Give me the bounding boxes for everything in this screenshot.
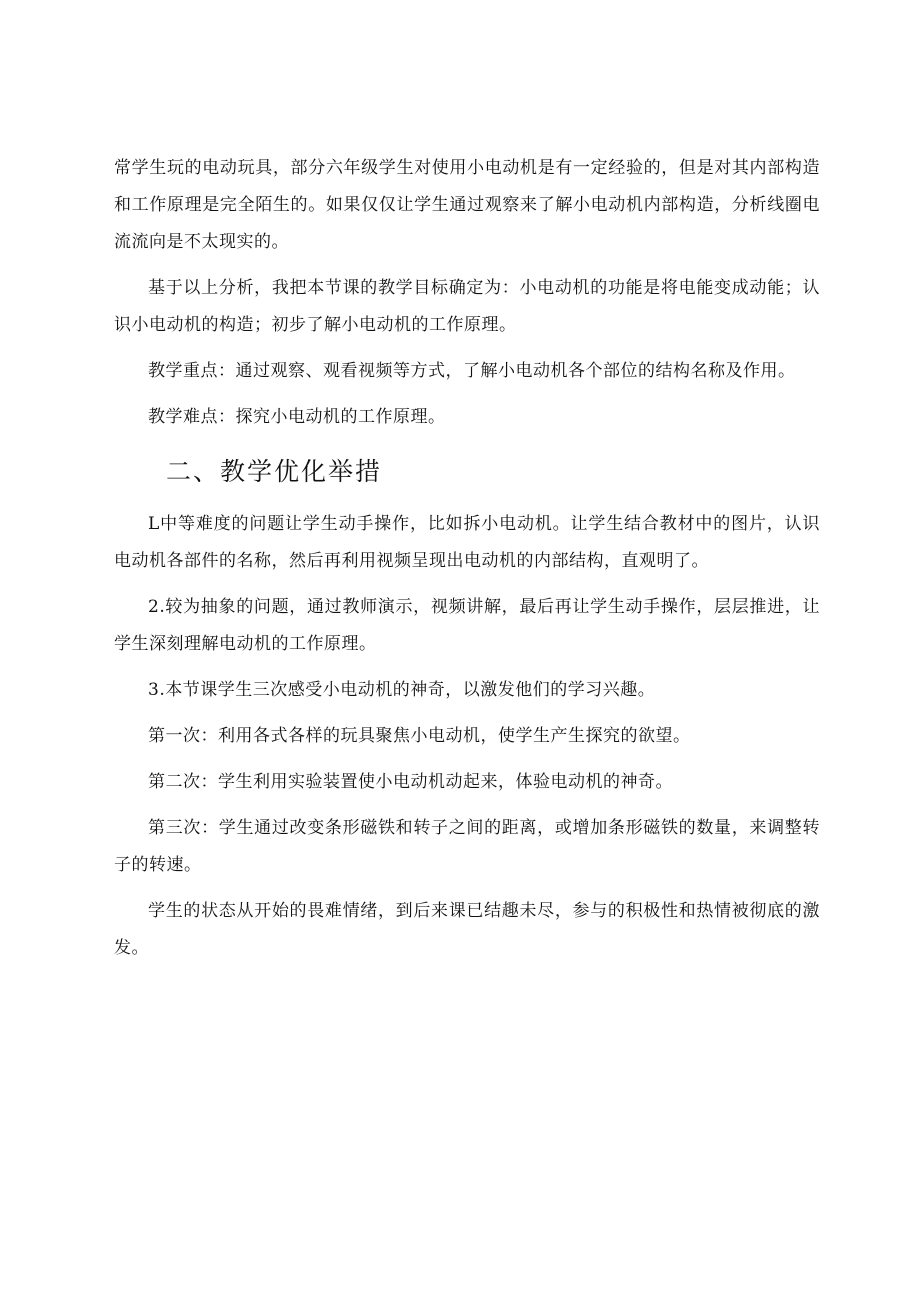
paragraph-continuation: 常学生玩的电动玩具，部分六年级学生对使用小电动机是有一定经验的，但是对其内部构造和工作原理是完全陌生的。如果仅仅让学生通过观察来了解小电动机内部构造，分析线圈电流流向是不太现实的。 <box>114 158 820 252</box>
document-body <box>114 150 820 967</box>
paragraph-measure-3: 3.本节课学生三次感受小电动机的神奇，以激发他们的学习兴趣。 <box>148 680 656 700</box>
paragraph-third-time: 第三次：学生通过改变条形磁铁和转子之间的距离，或增加条形磁铁的数量，来调整转子的转速。 <box>114 818 820 875</box>
paragraph-teaching-goals: 基于以上分析，我把本节课的教学目标确定为：小电动机的功能是将电能变成动能；认识小电动机的构造；初步了解小电动机的工作原理。 <box>114 278 820 335</box>
paragraph-second-time: 第二次：学生利用实验装置使小电动机动起来，体验电动机的神奇。 <box>148 772 673 792</box>
paragraph-key-points: 教学重点：通过观察、观看视频等方式，了解小电动机各个部位的结构名称及作用。 <box>148 361 796 381</box>
section-heading: 二、教学优化举措 <box>166 457 383 486</box>
paragraph-student-state: 学生的状态从开始的畏难情绪，到后来课已结趣未尽，参与的积极性和热情被彻底的激发。 <box>114 901 820 958</box>
paragraph-first-time: 第一次：利用各式各样的玩具聚焦小电动机，使学生产生探究的欲望。 <box>148 726 691 746</box>
paragraph-measure-1: L中等难度的问题让学生动手操作，比如拆小电动机。让学生结合教材中的图片，认识电动机各部件的名称，然后再利用视频呈现出电动机的内部结构，直观明了。 <box>114 514 820 571</box>
paragraph-difficult-points: 教学难点：探究小电动机的工作原理。 <box>148 407 446 427</box>
paragraph-measure-2: 2.较为抽象的问题，通过教师演示，视频讲解，最后再让学生动手操作，层层推进，让学生深刻理解电动机的工作原理。 <box>114 597 820 654</box>
